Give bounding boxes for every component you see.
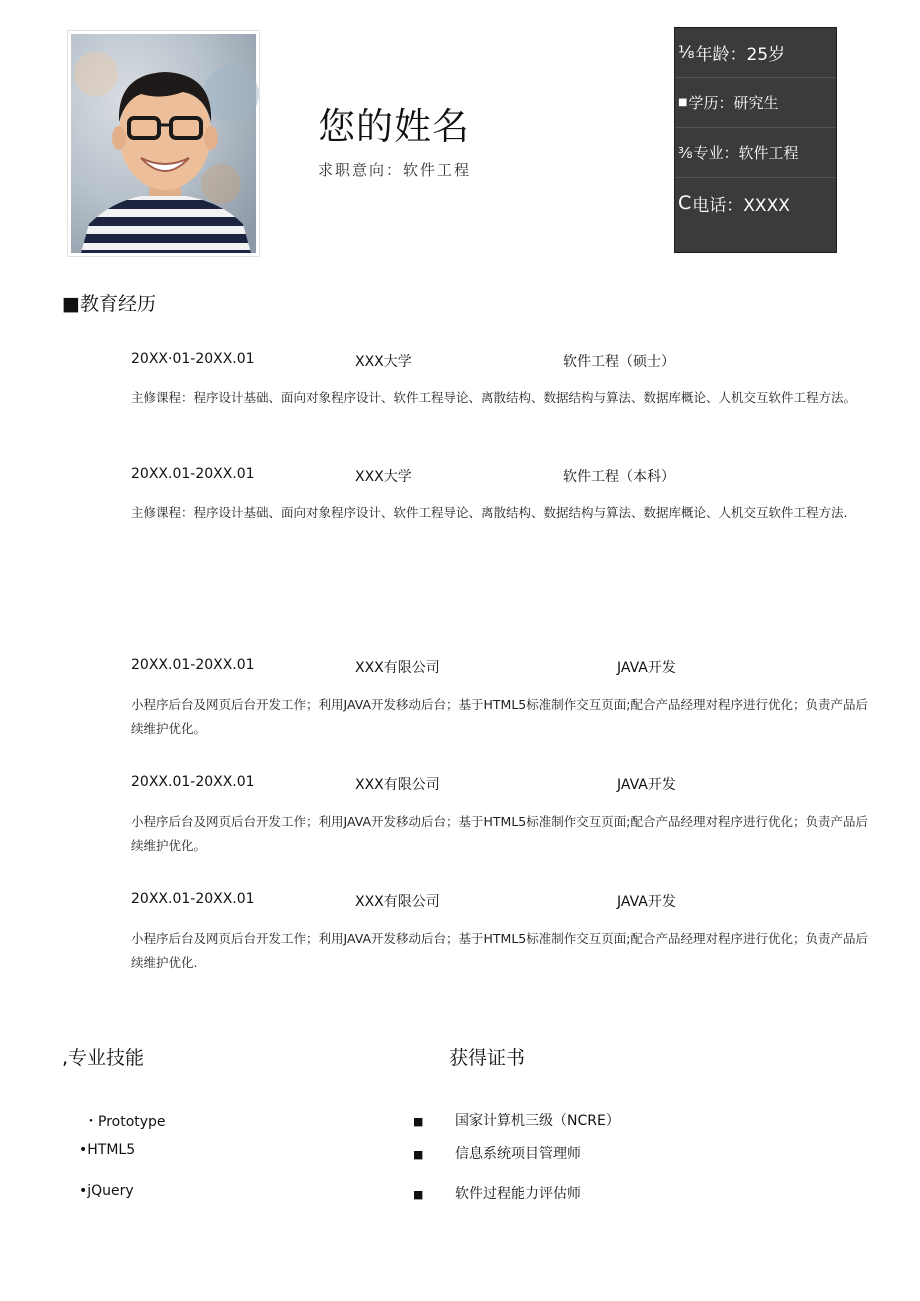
cert-item: 软件过程能力评估师 — [455, 1186, 581, 1202]
info-major-marker: ⅜ — [678, 143, 693, 162]
info-major — [675, 128, 836, 178]
avatar-portrait-image — [71, 34, 256, 253]
edu-2-degree: 软件工程（本科） — [563, 469, 675, 485]
skills-section-title: ,专业技能 — [62, 1047, 145, 1069]
job-intent-subtitle — [318, 161, 472, 179]
edu-2-description: 主修课程：程序设计基础、面向对象程序设计、软件工程导论、离散结构、数据结构与算法、数据库概论、人机交互软件工程方法. — [131, 505, 848, 520]
cert-bullet-icon: ■ — [413, 1115, 424, 1128]
work-1-description: 小程序后台及网页后台开发工作；利用JAVA开发移动后台；基于HTML5标准制作交互页面;配合产品经理对程序进行优化；负责产品后续维护优化。 — [131, 697, 868, 736]
info-age — [675, 28, 836, 78]
info-education — [675, 78, 836, 128]
edu-2-date: 20XX.01-20XX.01 — [131, 466, 255, 482]
work-3-description: 小程序后台及网页后台开发工作；利用JAVA开发移动后台；基于HTML5标准制作交互页面;配合产品经理对程序进行优化；负责产品后续维护优化. — [131, 931, 868, 970]
job-intent-text: 求职意向：软件工程 — [318, 161, 472, 179]
info-major-text: 专业：软件工程 — [693, 144, 799, 162]
work-2-date: 20XX.01-20XX.01 — [131, 774, 255, 790]
skill-item: ・Prototype — [84, 1114, 166, 1130]
cert-bullet-icon: ■ — [413, 1148, 424, 1161]
work-2-role: JAVA开发 — [617, 777, 676, 793]
personal-info-box — [674, 27, 837, 253]
work-3-role: JAVA开发 — [617, 894, 676, 910]
cert-bullet-icon: ■ — [413, 1188, 424, 1201]
info-education-text: 学历：研究生 — [688, 94, 779, 112]
edu-2-school: XXX大学 — [355, 469, 412, 485]
work-3-company: XXX有限公司 — [355, 894, 440, 910]
work-3-date: 20XX.01-20XX.01 — [131, 891, 255, 907]
candidate-name: 您的姓名 — [318, 105, 470, 148]
edu-1-date: 20XX·01-20XX.01 — [131, 351, 255, 367]
work-1-role: JAVA开发 — [617, 660, 676, 676]
skill-item: •HTML5 — [79, 1142, 136, 1158]
work-1-company: XXX有限公司 — [355, 660, 440, 676]
certs-section-title: 获得证书 — [449, 1047, 526, 1069]
info-education-marker: ■ — [678, 97, 688, 108]
edu-1-degree: 软件工程（硕士） — [563, 354, 675, 370]
profile-photo — [67, 30, 260, 257]
edu-1-school: XXX大学 — [355, 354, 412, 370]
info-age-text: 年龄：25岁 — [695, 45, 786, 65]
skill-item: •jQuery — [79, 1183, 134, 1199]
cert-item: 国家计算机三级（NCRE） — [455, 1113, 620, 1129]
work-2-company: XXX有限公司 — [355, 777, 440, 793]
info-age-marker: ⅛ — [678, 42, 695, 63]
work-2-description: 小程序后台及网页后台开发工作；利用JAVA开发移动后台；基于HTML5标准制作交互页面;配合产品经理对程序进行优化；负责产品后续维护优化。 — [131, 814, 868, 853]
info-phone-text: 电话：XXXX — [692, 195, 790, 216]
work-1-date: 20XX.01-20XX.01 — [131, 657, 255, 673]
education-section-title: ■教育经历 — [62, 293, 156, 315]
cert-item: 信息系统项目管理师 — [455, 1146, 581, 1162]
info-phone-marker: C — [678, 192, 692, 214]
info-phone — [675, 178, 836, 228]
edu-1-description: 主修课程：程序设计基础、面向对象程序设计、软件工程导论、离散结构、数据结构与算法、数据库概论、人机交互软件工程方法。 — [131, 390, 857, 405]
